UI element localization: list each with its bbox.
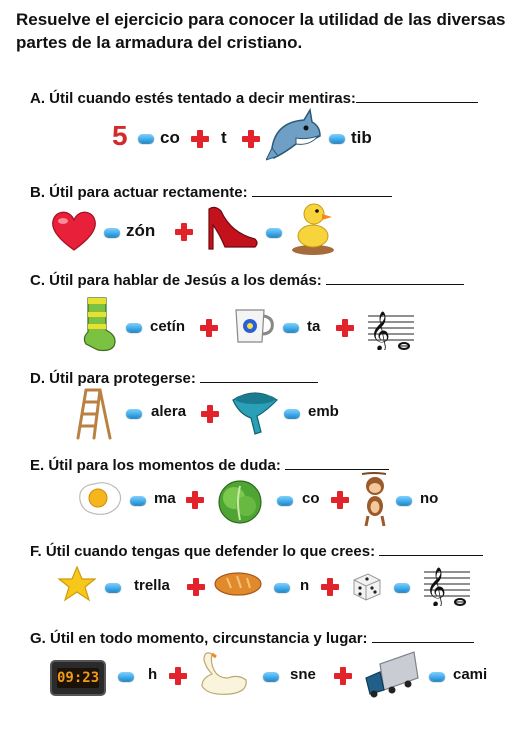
plus-sign [242, 130, 260, 148]
answer-blank-e [285, 455, 389, 470]
question-e [30, 455, 389, 474]
lettuce-icon [214, 478, 266, 526]
plus-sign [201, 405, 219, 423]
funnel-icon [231, 390, 279, 436]
letter-n: n [300, 577, 310, 594]
plus-sign [200, 319, 218, 337]
answer-blank-c [326, 270, 464, 285]
sock-icon [80, 296, 120, 354]
plus-sign [186, 491, 204, 509]
answer-blank-g [372, 628, 474, 643]
minus-sign [283, 323, 299, 332]
swan-icon [198, 648, 250, 698]
minus-sign [266, 228, 282, 237]
plus-sign [191, 130, 209, 148]
minus-sign [329, 134, 345, 143]
letter-h: h [148, 666, 158, 683]
minus-sign [104, 228, 120, 237]
minus-sign [130, 496, 146, 505]
bread-icon [213, 570, 263, 598]
syllable-ma: ma [154, 490, 176, 507]
fried-egg-icon [76, 480, 124, 518]
plus-sign [175, 223, 193, 241]
star-icon [58, 566, 96, 602]
high-heel-shoe-icon [205, 203, 261, 253]
question-d-prompt: D. Útil para protegerse: [30, 370, 196, 387]
svg-text:𝄞: 𝄞 [370, 311, 391, 350]
minus-sign [118, 672, 134, 681]
digital-clock-icon [50, 660, 106, 696]
truck-icon [364, 650, 420, 698]
number-five: 5 [112, 120, 128, 151]
heart-icon [50, 208, 98, 252]
question-c [30, 270, 464, 289]
duck-icon [290, 200, 336, 256]
question-c-prompt: C. Útil para hablar de Jesús a los demás: [30, 272, 322, 289]
minus-sign [429, 672, 445, 681]
question-b-prompt: B. Útil para actuar rectamente: [30, 184, 248, 201]
minus-sign [105, 583, 121, 592]
plus-sign [334, 667, 352, 685]
minus-sign [263, 672, 279, 681]
syllable-tib: tib [351, 128, 372, 147]
letter-t: t [221, 128, 227, 147]
syllable-co: co [160, 128, 180, 147]
minus-sign [394, 583, 410, 592]
minus-sign [274, 583, 290, 592]
syllable-emb: emb [308, 403, 339, 420]
page-title: Resuelve el ejercicio para conocer la utilidad de las diversas partes de la armadura del cristiano. [16, 10, 506, 52]
syllable-cami: cami [453, 666, 488, 683]
shark-icon [266, 108, 324, 166]
question-a-prompt: A. Útil cuando estés tentado a decir mentiras: [30, 90, 356, 107]
clock-display: 09:23 [57, 670, 100, 686]
answer-blank-f [379, 541, 483, 556]
syllable-trella: trella [134, 577, 170, 594]
answer-blank-d [200, 368, 318, 383]
ladder-icon [74, 388, 114, 440]
plus-sign [321, 578, 339, 596]
plus-sign [336, 319, 354, 337]
minus-sign [126, 409, 142, 418]
syllable-zon: zón [126, 221, 156, 240]
syllable-sne: sne [290, 666, 316, 683]
syllable-ta: ta [307, 318, 321, 335]
plus-sign [187, 578, 205, 596]
minus-sign [277, 496, 293, 505]
minus-sign [138, 134, 154, 143]
music-staff-icon [422, 560, 472, 606]
syllable-alera: alera [151, 403, 187, 420]
question-g [30, 628, 474, 647]
cup-icon [232, 306, 276, 346]
syllable-no: no [420, 490, 439, 507]
minus-sign [126, 323, 142, 332]
question-e-prompt: E. Útil para los momentos de duda: [30, 457, 281, 474]
question-f [30, 541, 483, 560]
syllable-cetin: cetín [150, 318, 186, 335]
music-staff-icon [366, 304, 416, 350]
question-g-prompt: G. Útil en todo momento, circunstancia y lugar: [30, 630, 368, 647]
answer-blank-b [252, 182, 392, 197]
plus-sign [331, 491, 349, 509]
dice-icon [350, 570, 382, 602]
question-f-prompt: F. Útil cuando tengas que defender lo que crees: [30, 543, 376, 560]
question-b [30, 182, 392, 201]
plus-sign [169, 667, 187, 685]
question-a [30, 88, 478, 107]
question-d [30, 368, 318, 387]
monkey-icon [358, 472, 392, 528]
answer-blank-a [356, 88, 478, 103]
svg-text:𝄞: 𝄞 [426, 567, 447, 606]
minus-sign [284, 409, 300, 418]
minus-sign [396, 496, 412, 505]
syllable-co-2: co [302, 490, 320, 507]
